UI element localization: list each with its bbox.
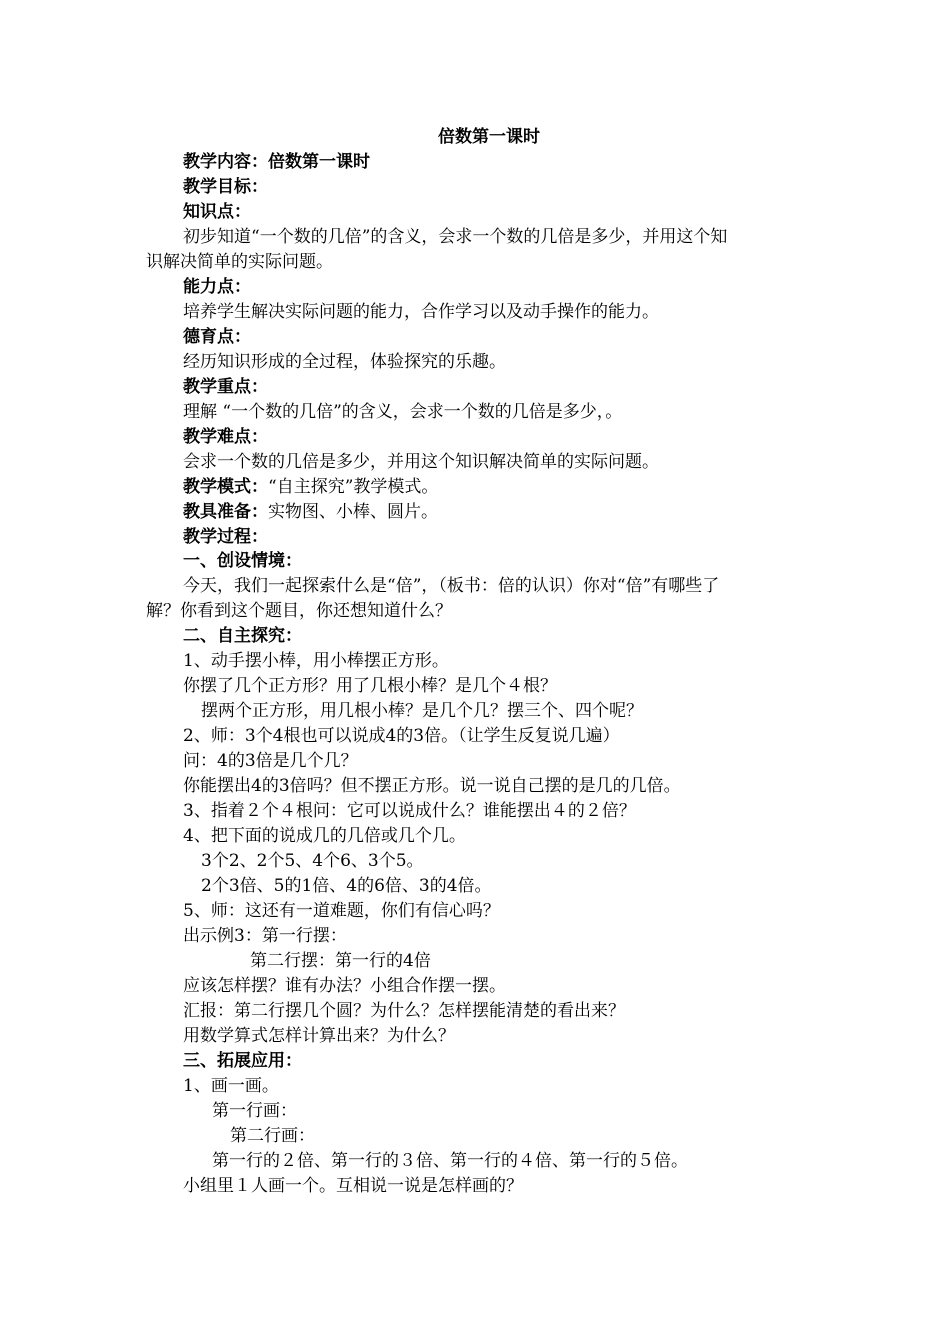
section-2-line: 第二行摆：第一行的4倍	[250, 951, 431, 971]
moral-text: 经历知识形成的全过程，体验探究的乐趣。	[183, 352, 506, 372]
section-2-line: 应该怎样摆？谁有办法？小组合作摆一摆。	[183, 976, 506, 996]
difficulty-label: 教学难点：	[183, 427, 268, 447]
section-3-line: 1、画一画。	[183, 1076, 279, 1096]
mode-value: “自主探究”教学模式。	[268, 477, 439, 497]
tools-label: 教具准备：	[183, 502, 268, 522]
section-2-line: 问：4的3倍是几个几？	[183, 751, 358, 771]
section-3-line: 小组里１人画一个。互相说一说是怎样画的？	[183, 1176, 523, 1196]
process-label: 教学过程：	[183, 527, 268, 547]
ability-label: 能力点：	[183, 277, 251, 297]
mode-label: 教学模式：	[183, 477, 268, 497]
mode-row	[183, 475, 438, 499]
key-text: 理解 “一个数的几倍”的含义，会求一个数的几倍是多少，。	[183, 402, 623, 422]
section-2-line: 出示例3：第一行摆：	[183, 926, 347, 946]
moral-label: 德育点：	[183, 327, 251, 347]
section-3-line: 第一行的２倍、第一行的３倍、第一行的４倍、第一行的５倍。	[212, 1151, 688, 1171]
section-2-line: 用数学算式怎样计算出来？为什么？	[183, 1026, 455, 1046]
key-label: 教学重点：	[183, 377, 268, 397]
knowledge-label: 知识点：	[183, 202, 251, 222]
section-2-line: 你能摆出4的3倍吗？但不摆正方形。说一说自己摆的是几的几倍。	[183, 776, 681, 796]
section-2-line: 1、动手摆小棒，用小棒摆正方形。	[183, 651, 449, 671]
section-2-line: 2、师：3个4根也可以说成4的3倍。（让学生反复说几遍）	[183, 726, 620, 746]
section-3-line: 第一行画：	[212, 1101, 297, 1121]
document-title: 倍数第一课时	[438, 127, 540, 147]
difficulty-text: 会求一个数的几倍是多少，并用这个知识解决简单的实际问题。	[183, 452, 659, 472]
section-3-line: 第二行画：	[230, 1126, 315, 1146]
tools-value: 实物图、小棒、圆片。	[268, 502, 438, 522]
content-label: 教学内容：	[183, 152, 268, 172]
section-1-text-line-2: 解？你看到这个题目，你还想知道什么？	[146, 601, 452, 621]
knowledge-text-line-1: 初步知道“一个数的几倍”的含义，会求一个数的几倍是多少，并用这个知	[183, 227, 728, 247]
section-2-line: 5、师：这还有一道难题，你们有信心吗？	[183, 901, 500, 921]
section-3-heading: 三、拓展应用：	[183, 1051, 302, 1071]
section-2-line: 4、把下面的说成几的几倍或几个几。	[183, 826, 466, 846]
section-2-line: 你摆了几个正方形？用了几根小棒？是几个４根？	[183, 676, 557, 696]
content-row	[183, 150, 370, 174]
section-2-line: 汇报：第二行摆几个圆？为什么？怎样摆能清楚的看出来？	[183, 1001, 625, 1021]
knowledge-text-line-2: 识解决简单的实际问题。	[146, 252, 333, 272]
section-1-heading: 一、创设情境：	[183, 551, 302, 571]
section-2-heading: 二、自主探究：	[183, 626, 302, 646]
section-2-line: 摆两个正方形，用几根小棒？是几个几？摆三个、四个呢？	[201, 701, 643, 721]
section-1-text-line-1: 今天，我们一起探索什么是“倍”，（板书：倍的认识）你对“倍”有哪些了	[183, 576, 720, 596]
ability-text: 培养学生解决实际问题的能力，合作学习以及动手操作的能力。	[183, 302, 659, 322]
goals-label: 教学目标：	[183, 177, 268, 197]
section-2-line: 2个3倍、5的1倍、4的6倍、3的4倍。	[201, 876, 492, 896]
section-2-line: 3、指着２个４根问：它可以说成什么？谁能摆出４的２倍？	[183, 801, 636, 821]
section-2-line: 3个2、2个5、4个6、3个5。	[201, 851, 424, 871]
tools-row	[183, 500, 438, 524]
content-value: 倍数第一课时	[268, 152, 370, 172]
